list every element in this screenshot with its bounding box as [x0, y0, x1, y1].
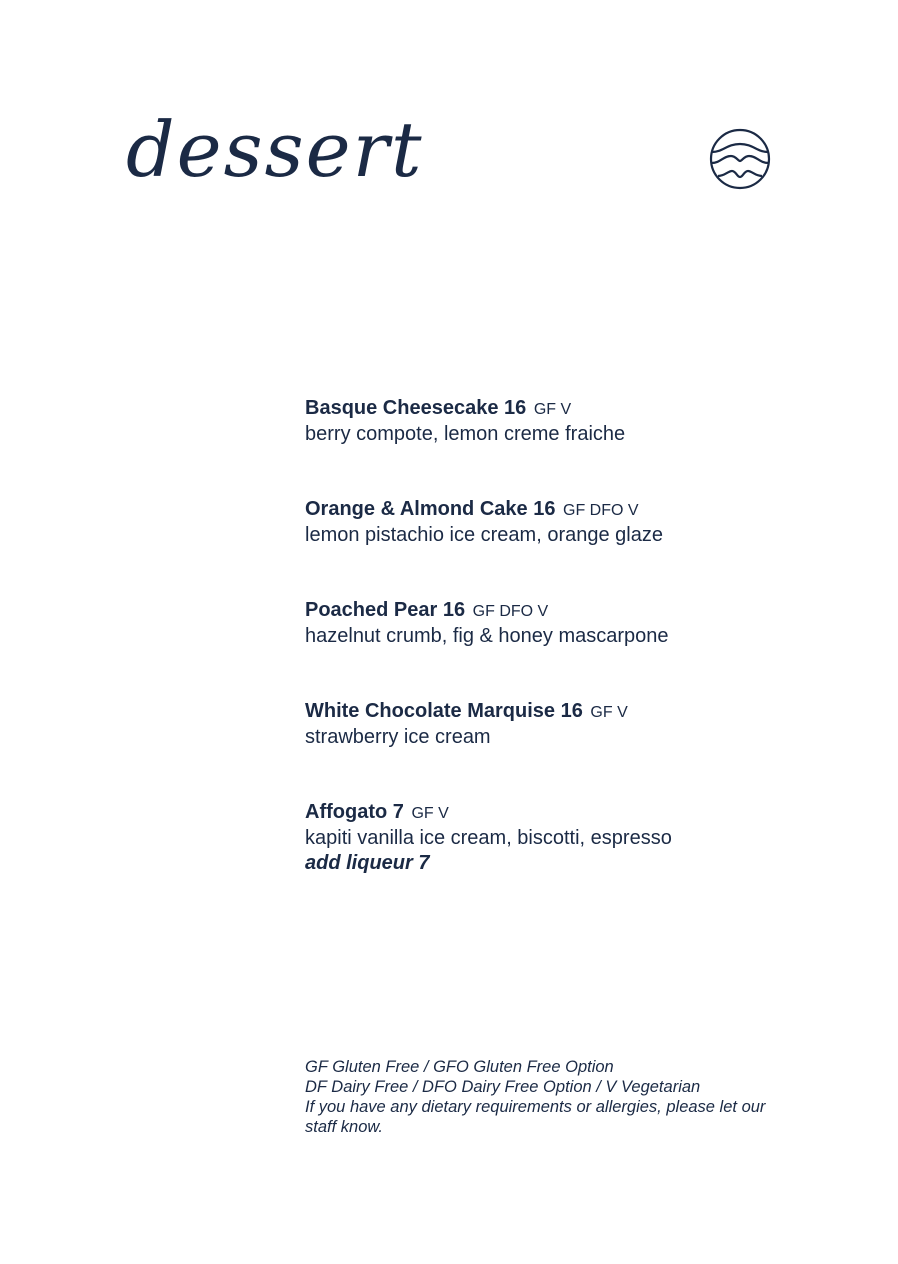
- menu-item-dietary-tags: GF V: [411, 805, 449, 822]
- menu-item: [305, 396, 825, 447]
- menu-item-name: Affogato 7: [305, 801, 404, 823]
- menu-item-description: hazelnut crumb, fig & honey mascarpone: [305, 625, 669, 647]
- menu-item-dietary-tags: GF V: [590, 704, 628, 721]
- menu-item-addon: add liqueur 7: [305, 852, 430, 874]
- menu-item-description: berry compote, lemon creme fraiche: [305, 423, 626, 445]
- menu-item-description: strawberry ice cream: [305, 726, 491, 748]
- menu-item-name: White Chocolate Marquise 16: [305, 700, 583, 722]
- menu-item-heading: [305, 598, 825, 624]
- dietary-footnote: [305, 1057, 775, 1137]
- menu-item: [305, 598, 825, 649]
- menu-item-dietary-tags: GF V: [533, 401, 572, 418]
- menu-item-description: lemon pistachio ice cream, orange glaze: [305, 524, 663, 546]
- wave-circle-icon: [709, 128, 771, 190]
- menu-item-name: Orange & Almond Cake 16: [305, 498, 556, 520]
- footnote-line-dairy: DF Dairy Free / DFO Dairy Free Option / V Vegetarian: [305, 1078, 701, 1096]
- page-title: dessert: [126, 105, 424, 194]
- menu-item: [305, 800, 825, 876]
- footnote-line-allergies: If you have any dietary requirements or allergies, please let our staff know.: [305, 1098, 766, 1136]
- menu-item-dietary-tags: GF DFO V: [472, 603, 549, 620]
- footnote-line-gluten: GF Gluten Free / GFO Gluten Free Option: [305, 1058, 614, 1076]
- menu-item-dietary-tags: GF DFO V: [563, 502, 639, 519]
- menu-item-heading: [305, 699, 825, 725]
- menu-item-heading: [305, 497, 825, 523]
- menu-item: [305, 699, 825, 750]
- menu-item-name: Basque Cheesecake 16: [305, 397, 527, 419]
- menu-item-heading: [305, 396, 825, 422]
- menu-item-heading: [305, 800, 825, 826]
- dessert-menu-list: [305, 396, 825, 926]
- menu-item: [305, 497, 825, 548]
- menu-item-name: Poached Pear 16: [305, 599, 466, 621]
- menu-item-description: kapiti vanilla ice cream, biscotti, espresso: [305, 827, 672, 849]
